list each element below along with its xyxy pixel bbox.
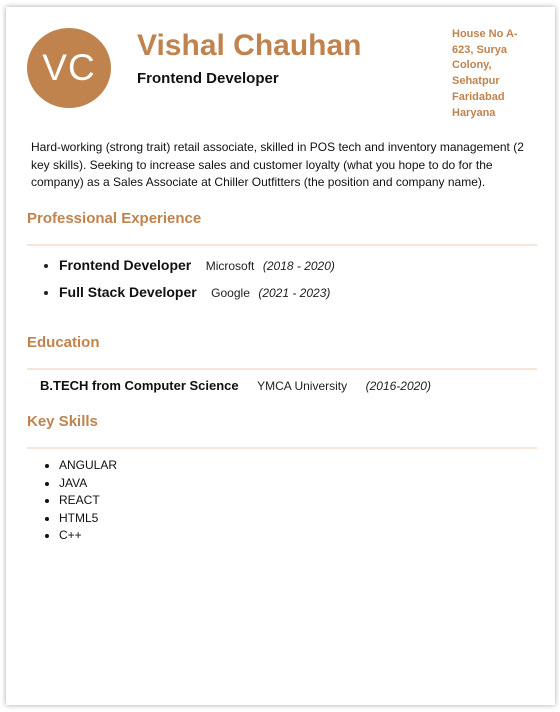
experience-role: Full Stack Developer	[59, 284, 197, 300]
experience-company: Google	[211, 286, 250, 300]
candidate-role: Frontend Developer	[137, 70, 279, 87]
summary: Hard-working (strong trait) retail associate, skilled in POS tech and inventory management (2 key skills). Seeking to increase sales and customer loyalty (what you hope to do for the company) as a Sales Associate at Chiller Outfitters (the position and company name).	[31, 140, 524, 189]
education-heading: Education	[27, 334, 100, 351]
experience-dates: (2018 - 2020)	[262, 259, 335, 273]
address-line: Haryana	[452, 106, 496, 119]
education-dates: (2016-2020)	[365, 379, 431, 393]
candidate-name: Vishal Chauhan	[137, 29, 362, 62]
education-school: YMCA University	[257, 379, 348, 393]
resume-page	[6, 7, 555, 705]
address-line: 623, Surya	[452, 43, 508, 56]
experience-heading: Professional Experience	[27, 210, 202, 227]
address-line: Faridabad	[452, 90, 505, 103]
address-line: Sehatpur	[452, 75, 500, 88]
section-divider	[27, 447, 537, 449]
skill-item: • JAVA	[59, 475, 117, 493]
skill-item: • REACT	[59, 492, 117, 510]
section-divider	[27, 368, 537, 370]
education-item	[40, 377, 431, 395]
experience-item	[59, 255, 335, 282]
experience-item	[59, 282, 335, 309]
skill-item: • C++	[59, 527, 117, 545]
avatar-initials: VC	[42, 47, 96, 88]
address	[452, 27, 532, 121]
skills-list	[33, 457, 117, 545]
skill-item: • HTML5	[59, 510, 117, 528]
section-divider	[27, 244, 537, 246]
education-degree: B.TECH from Computer Science	[40, 378, 239, 393]
avatar	[27, 28, 111, 108]
skills-heading: Key Skills	[27, 413, 98, 430]
experience-role: Frontend Developer	[59, 257, 192, 273]
experience-dates: (2021 - 2023)	[258, 286, 331, 300]
skill-item: • ANGULAR	[59, 457, 117, 475]
address-line: Colony,	[452, 59, 492, 72]
address-line: House No A-	[452, 28, 518, 40]
experience-company: Microsoft	[205, 259, 255, 273]
experience-list	[33, 255, 335, 309]
